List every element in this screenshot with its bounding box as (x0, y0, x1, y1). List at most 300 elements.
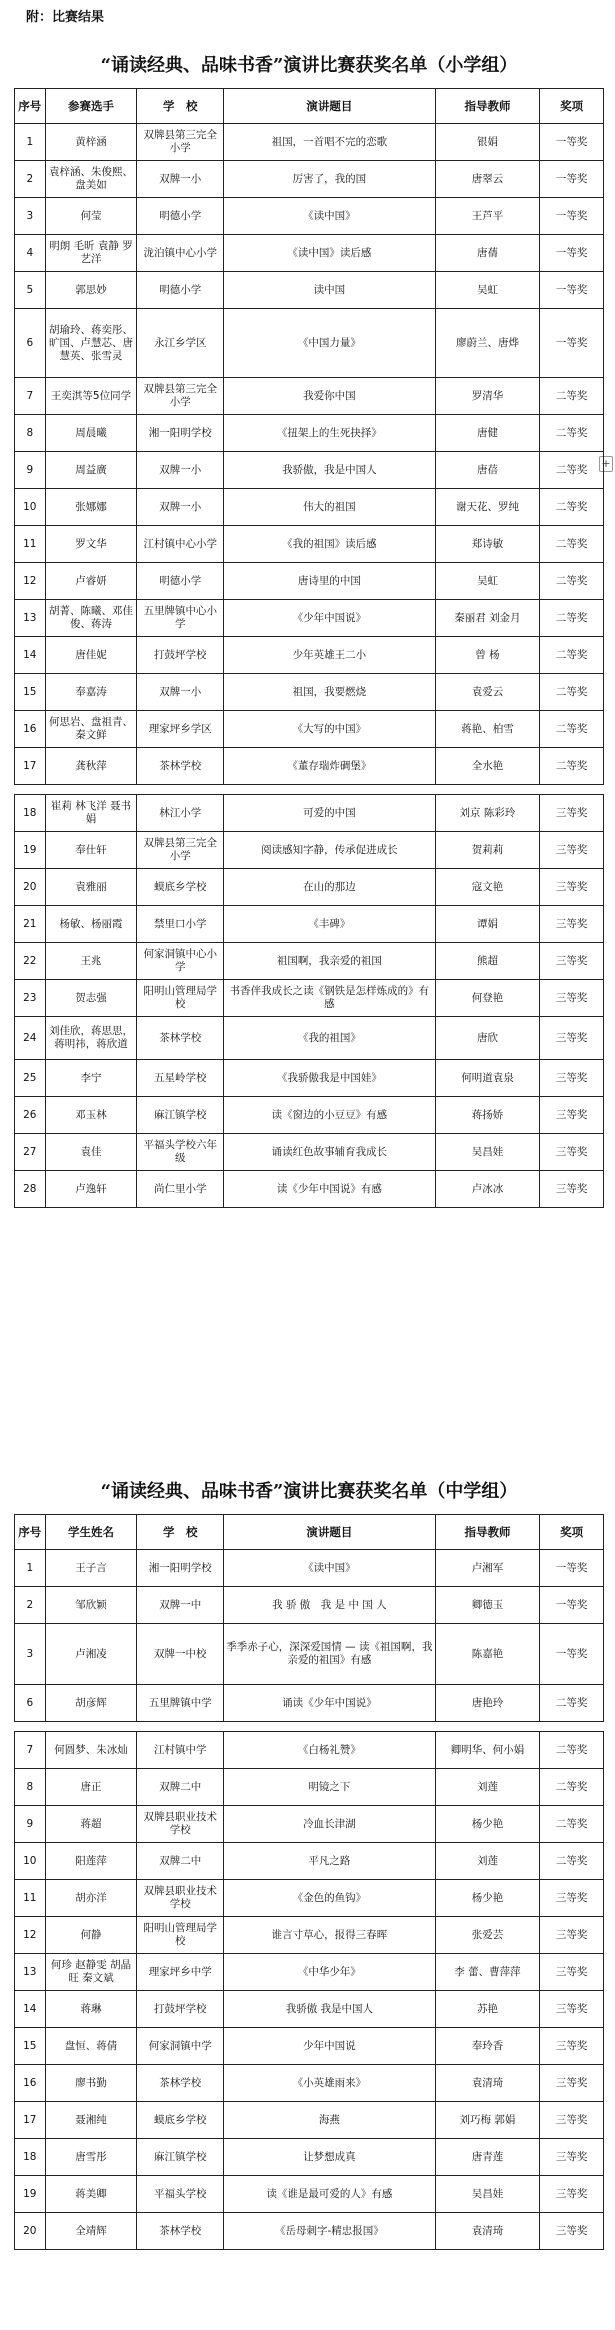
table-row (15, 2213, 604, 2250)
cell-speech-title: 《读中国》 (224, 1550, 436, 1587)
table-row (15, 378, 604, 415)
cell-index: 1 (15, 124, 46, 161)
cell-teacher: 卿德玉 (435, 1587, 540, 1624)
cell-teacher: 唐翠云 (435, 161, 540, 198)
cell-teacher: 张爱芸 (435, 1917, 540, 1954)
cell-teacher: 寇文艳 (435, 869, 540, 906)
cell-speech-title: 《岳母刺字-精忠报国》 (224, 2213, 436, 2250)
cell-index: 9 (15, 1806, 46, 1843)
cell-school: 双牌县职业技术学校 (137, 1806, 224, 1843)
table-row (15, 1587, 604, 1624)
cell-school: 茶林学校 (137, 1017, 224, 1060)
cell-name: 袁雅丽 (45, 869, 137, 906)
cell-index: 10 (15, 489, 46, 526)
cell-award: 一等奖 (540, 1550, 604, 1587)
cell-teacher: 吴昌娃 (435, 2176, 540, 2213)
table-row (15, 124, 604, 161)
cell-award: 二等奖 (540, 674, 604, 711)
table-row (15, 1017, 604, 1060)
cell-school: 双牌县职业技术学校 (137, 1880, 224, 1917)
cell-school: 明德小学 (137, 563, 224, 600)
cell-name: 李宁 (45, 1060, 137, 1097)
cell-school: 泷泊镇中心小学 (137, 235, 224, 272)
cell-teacher: 唐青莲 (435, 2139, 540, 2176)
cell-speech-title: 让梦想成真 (224, 2139, 436, 2176)
cell-name: 胡菁、陈曦、邓佳俊、蒋涛 (45, 600, 137, 637)
cell-award: 三等奖 (540, 2213, 604, 2250)
cell-index: 3 (15, 198, 46, 235)
cell-school: 禁里口小学 (137, 906, 224, 943)
cell-award: 一等奖 (540, 124, 604, 161)
cell-teacher: 唐蒨 (435, 235, 540, 272)
cell-school: 茶林学校 (137, 748, 224, 785)
cell-school: 永江乡学区 (137, 309, 224, 378)
table-row (15, 674, 604, 711)
cell-name: 袁佳 (45, 1134, 137, 1171)
cell-speech-title: 《我骄傲我是中国娃》 (224, 1060, 436, 1097)
cell-name: 张娜娜 (45, 489, 137, 526)
table-row (15, 1769, 604, 1806)
cell-school: 双牌县第三完全小学 (137, 378, 224, 415)
cell-speech-title: 在山的那边 (224, 869, 436, 906)
cell-index: 18 (15, 2139, 46, 2176)
table-row (15, 1954, 604, 1991)
cell-award: 二等奖 (540, 1843, 604, 1880)
cell-index: 5 (15, 272, 46, 309)
cell-index: 7 (15, 378, 46, 415)
cell-teacher: 蒋扬娇 (435, 1097, 540, 1134)
cell-award: 三等奖 (540, 1880, 604, 1917)
cell-name: 何静 (45, 1917, 137, 1954)
cell-award: 二等奖 (540, 563, 604, 600)
cell-name: 卢逸轩 (45, 1171, 137, 1208)
cell-award: 三等奖 (540, 1954, 604, 1991)
cell-award: 三等奖 (540, 943, 604, 980)
cell-speech-title: 少年中国说 (224, 2028, 436, 2065)
cell-index: 17 (15, 748, 46, 785)
cell-award: 二等奖 (540, 415, 604, 452)
cell-name: 黄梓涵 (45, 124, 137, 161)
cell-award: 三等奖 (540, 1171, 604, 1208)
primary-title: “诵读经典、品味书香”演讲比赛获奖名单（小学组） (100, 55, 518, 76)
cell-name: 唐佳妮 (45, 637, 137, 674)
cell-speech-title: 《扭架上的生死抉择》 (224, 415, 436, 452)
cell-award: 三等奖 (540, 1134, 604, 1171)
cell-name: 全靖辉 (45, 2213, 137, 2250)
cell-speech-title: 冷血长津湖 (224, 1806, 436, 1843)
cell-speech-title: 《小英雄雨来》 (224, 2065, 436, 2102)
cell-index: 13 (15, 1954, 46, 1991)
cell-school: 何家洞镇中学 (137, 2028, 224, 2065)
table-row (15, 869, 604, 906)
primary-section (14, 44, 604, 1208)
cell-teacher: 杨少艳 (435, 1880, 540, 1917)
cell-award: 三等奖 (540, 832, 604, 869)
cell-teacher: 袁爱云 (435, 674, 540, 711)
cell-name: 奉仕轩 (45, 832, 137, 869)
cell-school: 茶林学校 (137, 2065, 224, 2102)
cell-teacher: 唐欣 (435, 1017, 540, 1060)
cell-teacher: 何登艳 (435, 980, 540, 1017)
cell-teacher: 刘京 陈彩玲 (435, 795, 540, 832)
cell-name: 龚秋萍 (45, 748, 137, 785)
table-row (15, 452, 604, 489)
cell-school: 蟆底乡学校 (137, 869, 224, 906)
table-row (15, 563, 604, 600)
cell-award: 三等奖 (540, 2028, 604, 2065)
table-row (15, 2176, 604, 2213)
header-cell-award: 奖项 (540, 89, 604, 124)
cell-index: 8 (15, 415, 46, 452)
cell-index: 17 (15, 2102, 46, 2139)
cell-school: 双牌一小 (137, 674, 224, 711)
cell-teacher: 苏艳 (435, 1991, 540, 2028)
cell-name: 廖书勤 (45, 2065, 137, 2102)
cell-speech-title: 《少年中国说》 (224, 600, 436, 637)
table-row (15, 943, 604, 980)
cell-school: 江村镇中心小学 (137, 526, 224, 563)
table-row (15, 1060, 604, 1097)
cell-index: 16 (15, 2065, 46, 2102)
cell-index: 14 (15, 1991, 46, 2028)
cell-school: 明德小学 (137, 272, 224, 309)
cell-index: 27 (15, 1134, 46, 1171)
cell-speech-title: 祖国啊，我亲爱的祖国 (224, 943, 436, 980)
table-row (15, 309, 604, 378)
cell-award: 二等奖 (540, 452, 604, 489)
cell-name: 王兆 (45, 943, 137, 980)
page-break (15, 785, 604, 795)
table-row (15, 526, 604, 563)
cell-teacher: 唐艳玲 (435, 1685, 540, 1722)
cell-index: 25 (15, 1060, 46, 1097)
cell-index: 18 (15, 795, 46, 832)
cell-award: 三等奖 (540, 2139, 604, 2176)
cell-teacher: 谢天花、罗纯 (435, 489, 540, 526)
cell-teacher: 陈嘉艳 (435, 1624, 540, 1685)
cell-name: 唐正 (45, 1769, 137, 1806)
cell-award: 二等奖 (540, 1732, 604, 1769)
cell-speech-title: 季季赤子心，深深爱国情 — 读《祖国啊，我亲爱的祖国》有感 (224, 1624, 436, 1685)
cell-school: 茶林学校 (137, 2213, 224, 2250)
table-row (15, 1624, 604, 1685)
cell-speech-title: 《我的祖国》 (224, 1017, 436, 1060)
cell-name: 何思岩、盘祖青、秦文鲜 (45, 711, 137, 748)
cell-speech-title: 可爱的中国 (224, 795, 436, 832)
cell-school: 双牌一中 (137, 1587, 224, 1624)
cell-index: 12 (15, 563, 46, 600)
cell-name: 王子言 (45, 1550, 137, 1587)
cell-teacher: 卢湘军 (435, 1550, 540, 1587)
cell-name: 奉嘉涛 (45, 674, 137, 711)
cell-index: 21 (15, 906, 46, 943)
cell-speech-title: 读《谁是最可爱的人》有感 (224, 2176, 436, 2213)
cell-school: 双牌二中 (137, 1769, 224, 1806)
cell-index: 1 (15, 1550, 46, 1587)
header-cell-speech-title: 演讲题目 (224, 89, 436, 124)
cell-name: 唐雪彤 (45, 2139, 137, 2176)
cell-name: 胡彦辉 (45, 1685, 137, 1722)
cell-school: 麻江镇学校 (137, 1097, 224, 1134)
cell-index: 3 (15, 1624, 46, 1685)
cell-speech-title: 祖国，一首唱不完的恋歌 (224, 124, 436, 161)
cell-school: 理家坪乡学区 (137, 711, 224, 748)
table-row (15, 1806, 604, 1843)
cell-speech-title: 读《少年中国说》有感 (224, 1171, 436, 1208)
cell-school: 平福头学校六年级 (137, 1134, 224, 1171)
cell-school: 五里牌镇中心小学 (137, 600, 224, 637)
cell-index: 14 (15, 637, 46, 674)
cell-speech-title: 诵读《少年中国说》 (224, 1685, 436, 1722)
cell-award: 一等奖 (540, 198, 604, 235)
table-row (15, 1134, 604, 1171)
cell-name: 聂湘纯 (45, 2102, 137, 2139)
cell-award: 一等奖 (540, 161, 604, 198)
cell-school: 林江小学 (137, 795, 224, 832)
header-cell-award: 奖项 (540, 1515, 604, 1550)
cell-speech-title: 《我的祖国》读后感 (224, 526, 436, 563)
cell-award: 二等奖 (540, 1685, 604, 1722)
cell-school: 阳明山管理局学校 (137, 1917, 224, 1954)
cell-school: 双牌一小 (137, 452, 224, 489)
table-row (15, 489, 604, 526)
cell-index: 8 (15, 1769, 46, 1806)
table-row (15, 711, 604, 748)
cell-teacher: 何明道袁泉 (435, 1060, 540, 1097)
header-cell-name: 参赛选手 (45, 89, 137, 124)
cell-school: 明德小学 (137, 198, 224, 235)
cell-name: 卢湘凌 (45, 1624, 137, 1685)
cell-speech-title: 《丰碑》 (224, 906, 436, 943)
cell-name: 蒋琳 (45, 1991, 137, 2028)
cell-index: 6 (15, 309, 46, 378)
cell-name: 何莹 (45, 198, 137, 235)
table-row (15, 1097, 604, 1134)
cell-school: 蟆底乡学校 (137, 2102, 224, 2139)
cell-name: 邹欣颖 (45, 1587, 137, 1624)
cell-name: 杨敏、杨丽霞 (45, 906, 137, 943)
cell-index: 11 (15, 1880, 46, 1917)
cell-school: 双牌一中校 (137, 1624, 224, 1685)
cell-award: 二等奖 (540, 711, 604, 748)
cell-school: 何家洞镇中心小学 (137, 943, 224, 980)
middle-table (14, 1514, 604, 2250)
cell-award: 三等奖 (540, 980, 604, 1017)
table-row (15, 415, 604, 452)
cell-index: 26 (15, 1097, 46, 1134)
appendix-note: 附：比赛结果 (26, 10, 105, 25)
cell-teacher: 唐健 (435, 415, 540, 452)
cell-award: 二等奖 (540, 600, 604, 637)
cell-name: 刘佳欣，蒋思思，蒋明祎，蒋欣道 (45, 1017, 137, 1060)
cell-teacher: 王芦平 (435, 198, 540, 235)
cell-name: 胡瑜玲、蒋奕彤、旷国、卢慧芯、唐慧英、张雪灵 (45, 309, 137, 378)
cell-index: 20 (15, 869, 46, 906)
cell-award: 三等奖 (540, 1917, 604, 1954)
cell-speech-title: 厉害了，我的国 (224, 161, 436, 198)
cell-index: 16 (15, 711, 46, 748)
cell-speech-title: 唐诗里的中国 (224, 563, 436, 600)
cell-speech-title: 《大写的中国》 (224, 711, 436, 748)
cell-school: 打鼓坪学校 (137, 637, 224, 674)
cell-speech-title: 谁言寸草心，报得三春晖 (224, 1917, 436, 1954)
cell-teacher: 吴昌娃 (435, 1134, 540, 1171)
cell-school: 双牌二中 (137, 1843, 224, 1880)
cell-index: 7 (15, 1732, 46, 1769)
cell-award: 二等奖 (540, 526, 604, 563)
cell-name: 蒋美卿 (45, 2176, 137, 2213)
cell-award: 二等奖 (540, 1806, 604, 1843)
header-cell-school: 学 校 (137, 1515, 224, 1550)
cell-teacher: 袁清琦 (435, 2213, 540, 2250)
cell-award: 三等奖 (540, 1017, 604, 1060)
cell-teacher: 杨少艳 (435, 1806, 540, 1843)
cell-name: 周晨曦 (45, 415, 137, 452)
cell-school: 平福头学校 (137, 2176, 224, 2213)
cell-speech-title: 我爱你中国 (224, 378, 436, 415)
cell-school: 尚仁里小学 (137, 1171, 224, 1208)
table-row (15, 637, 604, 674)
cell-name: 袁梓涵、朱俊熙、盘美如 (45, 161, 137, 198)
cell-teacher: 刘巧梅 郭娟 (435, 2102, 540, 2139)
cell-award: 三等奖 (540, 1060, 604, 1097)
cell-school: 双牌一小 (137, 161, 224, 198)
table-row (15, 2065, 604, 2102)
cell-speech-title: 伟大的祖国 (224, 489, 436, 526)
table-row (15, 832, 604, 869)
table-row (15, 980, 604, 1017)
cell-speech-title: 读中国 (224, 272, 436, 309)
cell-speech-title: 我骄傲，我是中国人 (224, 452, 436, 489)
cell-index: 6 (15, 1685, 46, 1722)
cell-teacher: 奉玲香 (435, 2028, 540, 2065)
cell-award: 二等奖 (540, 637, 604, 674)
header-cell-teacher: 指导教师 (435, 1515, 540, 1550)
cell-teacher: 熊超 (435, 943, 540, 980)
cell-index: 2 (15, 161, 46, 198)
cell-teacher: 秦丽君 刘金月 (435, 600, 540, 637)
cell-teacher: 谭娟 (435, 906, 540, 943)
cell-school: 湘一阳明学校 (137, 415, 224, 452)
cell-name: 郭思妙 (45, 272, 137, 309)
cell-speech-title: 诵读红色故事辅育我成长 (224, 1134, 436, 1171)
table-row (15, 235, 604, 272)
cell-award: 一等奖 (540, 1624, 604, 1685)
table-row (15, 1880, 604, 1917)
table-row (15, 272, 604, 309)
cell-award: 三等奖 (540, 795, 604, 832)
table-row (15, 1685, 604, 1722)
cell-speech-title: 《白杨礼赞》 (224, 1732, 436, 1769)
cell-award: 一等奖 (540, 309, 604, 378)
cell-index: 13 (15, 600, 46, 637)
cell-school: 阳明山管理局学校 (137, 980, 224, 1017)
cell-speech-title: 海燕 (224, 2102, 436, 2139)
cell-index: 9 (15, 452, 46, 489)
table-row (15, 906, 604, 943)
table-row (15, 1917, 604, 1954)
cell-name: 周益廣 (45, 452, 137, 489)
cell-speech-title: 《中华少年》 (224, 1954, 436, 1991)
cell-speech-title: 《读中国》读后感 (224, 235, 436, 272)
cell-award: 三等奖 (540, 1097, 604, 1134)
header-cell-name: 学生姓名 (45, 1515, 137, 1550)
cell-name: 崔莉 林飞洋 聂书娟 (45, 795, 137, 832)
cell-speech-title: 平凡之路 (224, 1843, 436, 1880)
cell-teacher: 全水艳 (435, 748, 540, 785)
cell-teacher: 刘莲 (435, 1769, 540, 1806)
cell-index: 23 (15, 980, 46, 1017)
header-cell-speech-title: 演讲题目 (224, 1515, 436, 1550)
cell-speech-title: 读《窗边的小豆豆》有感 (224, 1097, 436, 1134)
cell-index: 4 (15, 235, 46, 272)
cell-teacher: 郑诗敏 (435, 526, 540, 563)
cell-award: 一等奖 (540, 235, 604, 272)
cell-index: 11 (15, 526, 46, 563)
table-row (15, 748, 604, 785)
cell-teacher: 李 蕾、曹萍萍 (435, 1954, 540, 1991)
cell-index: 22 (15, 943, 46, 980)
cell-speech-title: 明镜之下 (224, 1769, 436, 1806)
cell-index: 10 (15, 1843, 46, 1880)
cell-award: 二等奖 (540, 1769, 604, 1806)
table-row (15, 795, 604, 832)
table-row (15, 1843, 604, 1880)
cell-teacher: 罗清华 (435, 378, 540, 415)
cell-index: 2 (15, 1587, 46, 1624)
cell-teacher: 吴虹 (435, 272, 540, 309)
cell-speech-title: 《董存瑞炸碉堡》 (224, 748, 436, 785)
cell-speech-title: 我骄傲 我是中国人 (224, 1991, 436, 2028)
cell-name: 贺志强 (45, 980, 137, 1017)
cell-index: 15 (15, 674, 46, 711)
cell-award: 一等奖 (540, 272, 604, 309)
cell-name: 卢睿妍 (45, 563, 137, 600)
cell-name: 何圆梦、朱冰灿 (45, 1732, 137, 1769)
cell-index: 19 (15, 832, 46, 869)
cell-teacher: 卿明华、何小娟 (435, 1732, 540, 1769)
cell-school: 双牌县第三完全小学 (137, 124, 224, 161)
header-cell-index: 序号 (15, 1515, 46, 1550)
cell-index: 20 (15, 2213, 46, 2250)
cell-teacher: 唐蓓 (435, 452, 540, 489)
cell-index: 28 (15, 1171, 46, 1208)
cell-index: 12 (15, 1917, 46, 1954)
cell-speech-title: 书香伴我成长之读《钢铁是怎样炼成的》有感 (224, 980, 436, 1017)
header-cell-school: 学 校 (137, 89, 224, 124)
table-row (15, 161, 604, 198)
header-cell-index: 序号 (15, 89, 46, 124)
table-row (15, 1732, 604, 1769)
table-header-row (15, 1515, 604, 1550)
table-row (15, 1171, 604, 1208)
cell-teacher: 蒋艳、柏雪 (435, 711, 540, 748)
cell-award: 三等奖 (540, 869, 604, 906)
cell-award: 二等奖 (540, 378, 604, 415)
cell-award: 三等奖 (540, 2065, 604, 2102)
header-cell-teacher: 指导教师 (435, 89, 540, 124)
cell-speech-title: 《读中国》 (224, 198, 436, 235)
cell-award: 一等奖 (540, 1587, 604, 1624)
add-icon[interactable]: + (599, 456, 613, 472)
cell-school: 双牌县第三完全小学 (137, 832, 224, 869)
table-row (15, 600, 604, 637)
cell-speech-title: 《金色的鱼钩》 (224, 1880, 436, 1917)
cell-speech-title: 少年英雄王二小 (224, 637, 436, 674)
cell-award: 三等奖 (540, 906, 604, 943)
cell-school: 双牌一小 (137, 489, 224, 526)
table-row (15, 2102, 604, 2139)
